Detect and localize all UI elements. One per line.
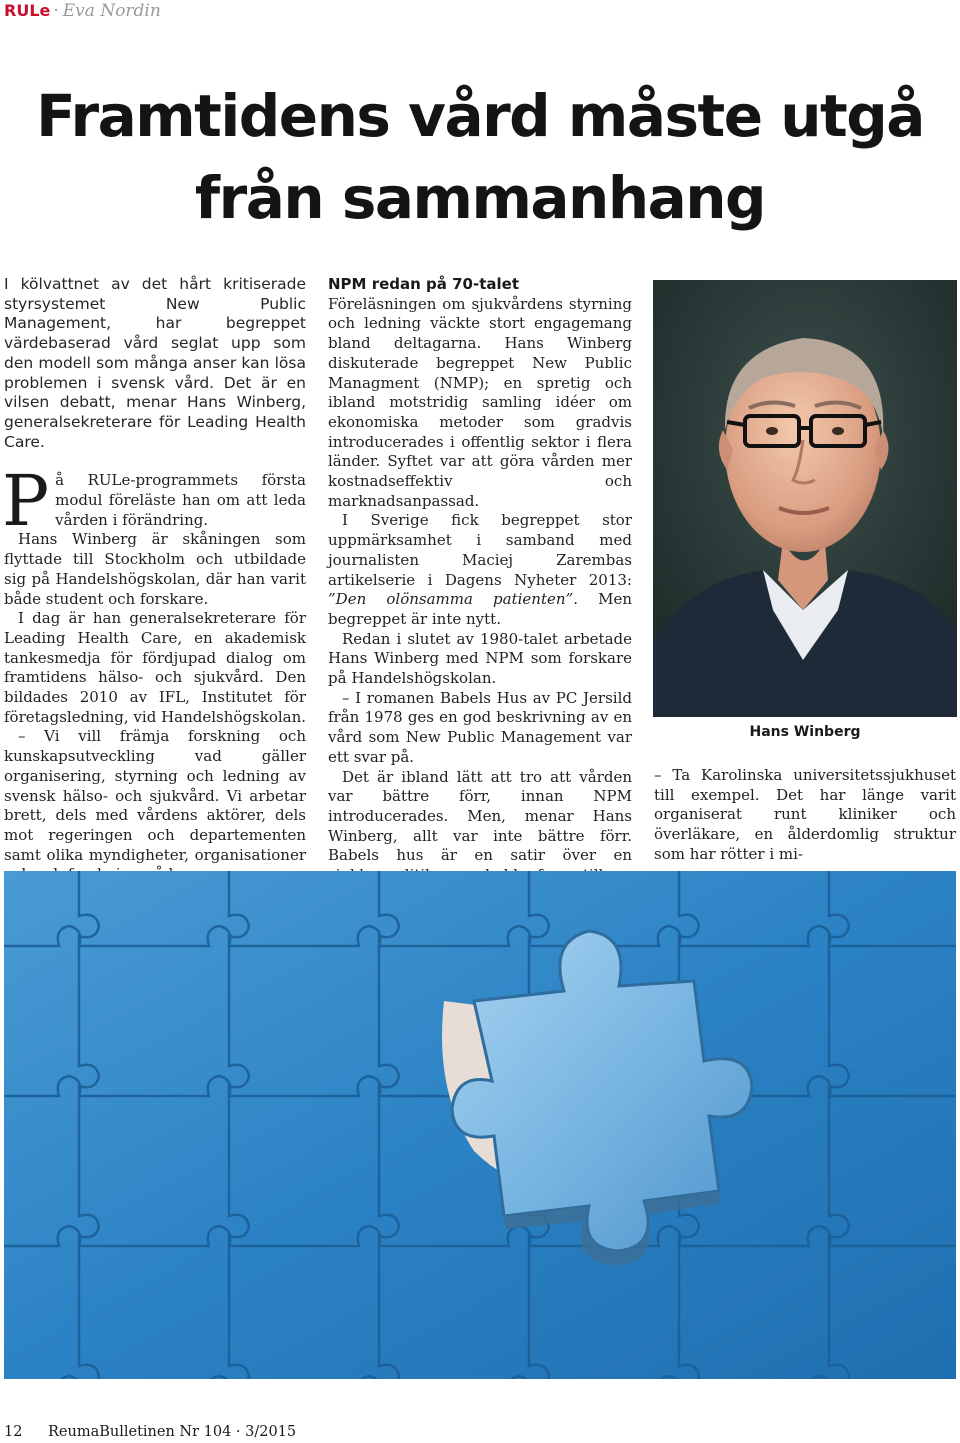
running-header bbox=[4, 0, 161, 22]
portrait-illustration bbox=[653, 280, 957, 717]
body-paragraph bbox=[328, 511, 632, 629]
section-subheading: NPM redan på 70-talet bbox=[328, 275, 519, 293]
headline-line-1: Framtidens vård måste utgå bbox=[36, 82, 924, 150]
article-column-2 bbox=[328, 275, 632, 925]
drop-cap: P bbox=[2, 460, 50, 543]
lead-paragraph: I kölvattnet av det hårt kritiserade styrsystemet New Public Management, har begreppet värdebaserad vård seglat upp som den modell som många anser kan lösa problemen i svensk vård. Det är en vilsen debatt, menar Hans Winberg, generalsekreterare för Leading Health Care. bbox=[4, 275, 306, 451]
body-paragraph: – I romanen Babels Hus av PC Jersild från 1978 ges en god beskrivning av en vård som New Public Management var ett svar på. bbox=[328, 688, 632, 766]
body-paragraph: I dag är han generalsekreterare för Leading Health Care, en akademisk tankesmedja för fördjupad dialog om framtidens hälso- och sjukvård. Den bildades 2010 av IFL, Institutet för företagsledning, vid Handelshögskolan. bbox=[4, 609, 307, 726]
body-paragraph: Redan i slutet av 1980-talet arbetade Hans Winberg med NPM som forskare på Handelshögskolan. bbox=[328, 629, 632, 688]
page-footer bbox=[0, 1422, 960, 1443]
paragraph-text: å RULe-programmets första modul föreläste han om att leda vården i förändring. bbox=[55, 471, 306, 529]
body-paragraph: Det är ibland lätt att tro att vården var bättre förr, innan NPM introducerades. Men, menar Hans Winberg, allt var inte bättre förr. Babels hus är en satir över en bbox=[328, 767, 632, 865]
section-label: RULe bbox=[4, 1, 51, 20]
body-paragraph: Hans Winberg är skåningen som flyttade till Stockholm och utbildade sig på Handelshögskolan, där han varit både student och forskare. bbox=[4, 530, 306, 608]
photo-caption: Hans Winberg bbox=[749, 724, 861, 740]
headline-line-2: från sammanhang bbox=[194, 164, 766, 232]
author-name: Eva Nordin bbox=[62, 1, 161, 21]
body-paragraph: – Vi vill främja forskning och kunskapsutveckling vad gäller organisering, styrning och ledning av svensk hälso- och sjukvård. Vi arbetar brett, dels med vårdens aktörer, dels mot regeringen och departementen samt olika myndigheter, organisationer bbox=[4, 727, 306, 864]
puzzle-photo bbox=[4, 871, 956, 1379]
page-number: 12 bbox=[4, 1424, 23, 1440]
paragraph-text: . Men begreppet är inte nytt. bbox=[328, 590, 633, 628]
puzzle-illustration bbox=[4, 871, 956, 1379]
paragraph-text: I Sverige fick begreppet stor uppmärksamhet i samband med journalisten Maciej Zarembas artikelserie i Dagens Nyheter 2013: bbox=[328, 511, 632, 589]
article-column-3 bbox=[654, 766, 956, 865]
article-column-1 bbox=[4, 275, 306, 885]
body-paragraph: Föreläsningen om sjukvårdens styrning och ledning väckte stort engagemang bland deltagarna. Hans Winberg diskuterade begreppet New Public Managment (NMP); en spretig och ibland motstridig samling idéer om ekonomiska metoder som gradvis introducerades i offentlig sektor i flera länder. Syftet var att göra vården mer kostnadseffektiv och marknadsanpassad. bbox=[328, 294, 632, 510]
body-paragraph: – Ta Karolinska universitetssjukhuset till exempel. Det har länge varit organiserat runt kliniker och överläkare, en ålderdomlig struktur som har rötter i mi- bbox=[654, 766, 956, 863]
header-separator: · bbox=[53, 1, 59, 21]
body-paragraph bbox=[2, 460, 306, 543]
publication-info: ReumaBulletinen Nr 104 · 3/2015 bbox=[48, 1424, 297, 1440]
portrait-photo bbox=[653, 280, 957, 717]
article-series-title: ”Den olönsamma patienten” bbox=[328, 590, 574, 609]
